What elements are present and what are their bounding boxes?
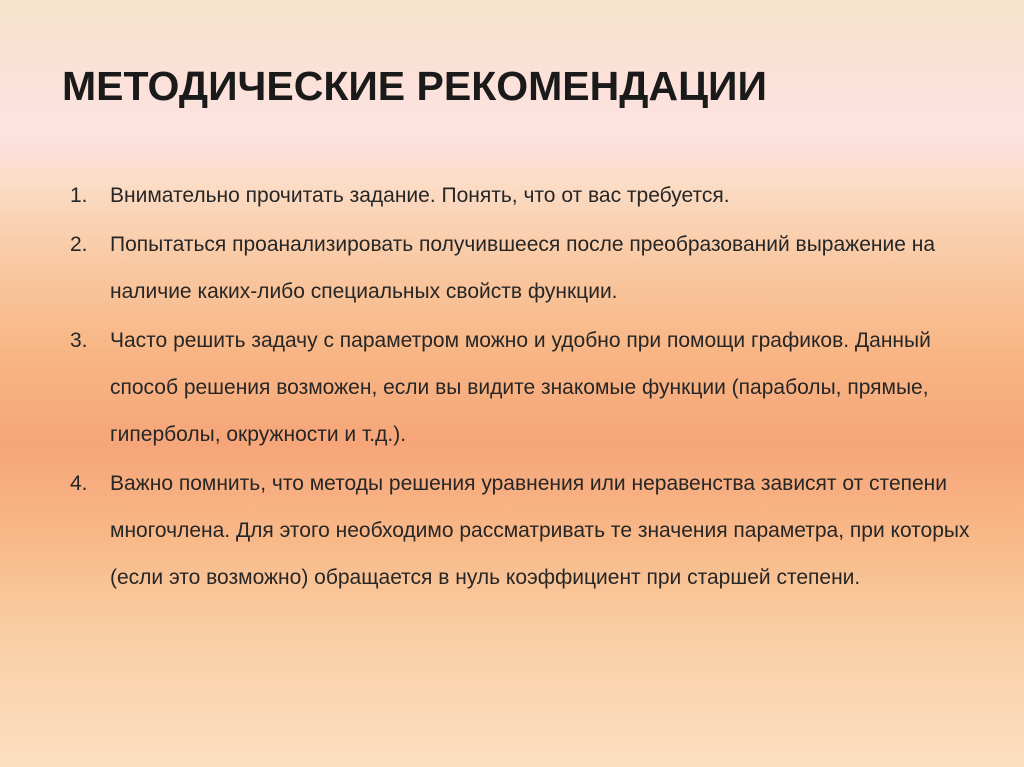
list-item-text: Внимательно прочитать задание. Понять, что от вас требуется. [110,184,730,207]
list-item-number: 2. [70,233,88,256]
list-item-number: 1. [70,184,88,207]
list-item-text: Попытаться проанализировать получившееся после преобразований выражение на наличие каких-либо специальных свойств функции. [110,233,935,303]
list-item-number: 4. [70,472,88,495]
list-item-text: Часто решить задачу с параметром можно и удобно при помощи графиков. Данный способ решения возможен, если вы видите знакомые функции (параболы, прямые, гиперболы, окружности и т.д.). [110,329,931,446]
list-item [62,172,992,219]
list-item-text: Важно помнить, что методы решения уравнения или неравенства зависят от степени многочлена. Для этого необходимо рассматривать те значения параметра, при которых (если это возможно) обращается в нуль коэффициент при старшей степени. [110,472,970,589]
list-item-number: 3. [70,329,88,352]
recommendations-list [62,172,992,603]
slide-title: МЕТОДИЧЕСКИЕ РЕКОМЕНДАЦИИ [62,63,767,109]
list-item [62,460,992,601]
list-item [62,221,992,315]
list-item [62,317,992,458]
